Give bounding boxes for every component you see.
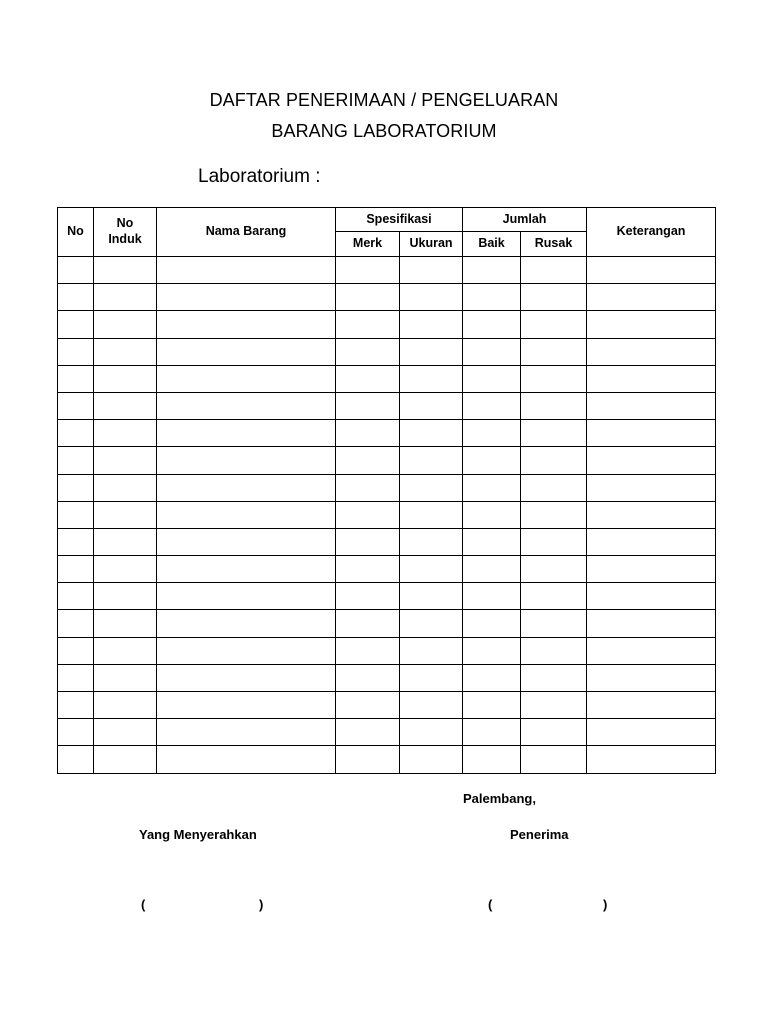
header-ukuran: Ukuran <box>400 232 463 257</box>
cell-rusak <box>521 311 587 338</box>
cell-no-induk <box>94 719 157 746</box>
header-nama-barang: Nama Barang <box>157 208 336 257</box>
header-rusak: Rusak <box>521 232 587 257</box>
cell-no <box>58 284 94 311</box>
table-row <box>58 447 716 474</box>
cell-keterangan <box>587 637 716 664</box>
receiver-signature-open: ( <box>488 897 493 912</box>
cell-baik <box>463 420 521 447</box>
cell-no-induk <box>94 664 157 691</box>
header-keterangan: Keterangan <box>587 208 716 257</box>
cell-baik <box>463 338 521 365</box>
cell-baik <box>463 746 521 773</box>
table-row <box>58 284 716 311</box>
cell-no-induk <box>94 284 157 311</box>
cell-rusak <box>521 746 587 773</box>
cell-ukuran <box>400 501 463 528</box>
cell-rusak <box>521 257 587 284</box>
cell-baik <box>463 392 521 419</box>
giver-signature-close: ) <box>259 897 264 912</box>
cell-baik <box>463 692 521 719</box>
cell-baik <box>463 447 521 474</box>
cell-no-induk <box>94 556 157 583</box>
cell-nama-barang <box>157 257 336 284</box>
cell-no-induk <box>94 637 157 664</box>
cell-nama-barang <box>157 501 336 528</box>
cell-ukuran <box>400 664 463 691</box>
cell-nama-barang <box>157 392 336 419</box>
table-row <box>58 420 716 447</box>
giver-signature-open: ( <box>141 897 146 912</box>
cell-no-induk <box>94 501 157 528</box>
table-row <box>58 637 716 664</box>
cell-merk <box>336 420 400 447</box>
cell-no-induk <box>94 311 157 338</box>
cell-keterangan <box>587 610 716 637</box>
cell-merk <box>336 365 400 392</box>
header-jumlah: Jumlah <box>463 208 587 232</box>
header-no: No <box>58 208 94 257</box>
cell-no <box>58 365 94 392</box>
table-row <box>58 610 716 637</box>
cell-ukuran <box>400 556 463 583</box>
cell-merk <box>336 556 400 583</box>
cell-merk <box>336 392 400 419</box>
cell-keterangan <box>587 420 716 447</box>
cell-no-induk <box>94 528 157 555</box>
cell-merk <box>336 284 400 311</box>
cell-rusak <box>521 556 587 583</box>
cell-keterangan <box>587 365 716 392</box>
table-row <box>58 257 716 284</box>
cell-nama-barang <box>157 637 336 664</box>
cell-baik <box>463 365 521 392</box>
table-row <box>58 746 716 773</box>
document-title: DAFTAR PENERIMAAN / PENGELUARAN <box>209 90 559 110</box>
cell-no-induk <box>94 583 157 610</box>
header-spesifikasi: Spesifikasi <box>336 208 463 232</box>
cell-keterangan <box>587 284 716 311</box>
cell-keterangan <box>587 746 716 773</box>
cell-no <box>58 692 94 719</box>
cell-no <box>58 556 94 583</box>
cell-baik <box>463 474 521 501</box>
cell-rusak <box>521 392 587 419</box>
cell-no-induk <box>94 420 157 447</box>
cell-rusak <box>521 365 587 392</box>
cell-keterangan <box>587 474 716 501</box>
cell-keterangan <box>587 528 716 555</box>
cell-rusak <box>521 528 587 555</box>
cell-nama-barang <box>157 719 336 746</box>
cell-keterangan <box>587 556 716 583</box>
cell-nama-barang <box>157 664 336 691</box>
cell-nama-barang <box>157 610 336 637</box>
cell-rusak <box>521 420 587 447</box>
cell-no <box>58 583 94 610</box>
cell-nama-barang <box>157 420 336 447</box>
cell-no-induk <box>94 610 157 637</box>
cell-ukuran <box>400 420 463 447</box>
cell-nama-barang <box>157 583 336 610</box>
cell-keterangan <box>587 392 716 419</box>
cell-merk <box>336 501 400 528</box>
cell-no <box>58 746 94 773</box>
cell-nama-barang <box>157 474 336 501</box>
table-row <box>58 365 716 392</box>
cell-ukuran <box>400 392 463 419</box>
cell-merk <box>336 746 400 773</box>
table-row <box>58 338 716 365</box>
cell-no <box>58 338 94 365</box>
cell-merk <box>336 257 400 284</box>
cell-no <box>58 311 94 338</box>
cell-no <box>58 637 94 664</box>
header-no-induk-line2: Induk <box>108 232 142 246</box>
cell-merk <box>336 637 400 664</box>
cell-merk <box>336 311 400 338</box>
cell-rusak <box>521 719 587 746</box>
cell-keterangan <box>587 664 716 691</box>
table-row <box>58 692 716 719</box>
cell-nama-barang <box>157 556 336 583</box>
cell-baik <box>463 528 521 555</box>
cell-baik <box>463 637 521 664</box>
cell-rusak <box>521 664 587 691</box>
table-row <box>58 528 716 555</box>
cell-merk <box>336 692 400 719</box>
receiver-label: Penerima <box>510 827 569 842</box>
cell-no-induk <box>94 365 157 392</box>
cell-merk <box>336 447 400 474</box>
cell-keterangan <box>587 692 716 719</box>
place-label: Palembang, <box>463 791 536 806</box>
cell-baik <box>463 501 521 528</box>
cell-no <box>58 501 94 528</box>
cell-no <box>58 447 94 474</box>
cell-keterangan <box>587 447 716 474</box>
cell-rusak <box>521 692 587 719</box>
table-row <box>58 501 716 528</box>
table-row <box>58 664 716 691</box>
header-no-induk-line1: No <box>116 216 134 231</box>
cell-no <box>58 257 94 284</box>
table-row <box>58 719 716 746</box>
cell-no-induk <box>94 257 157 284</box>
cell-rusak <box>521 610 587 637</box>
cell-no-induk <box>94 447 157 474</box>
cell-no <box>58 528 94 555</box>
cell-no-induk <box>94 338 157 365</box>
cell-ukuran <box>400 311 463 338</box>
header-no-induk <box>94 208 157 257</box>
cell-baik <box>463 284 521 311</box>
receiver-signature-close: ) <box>603 897 608 912</box>
inventory-table <box>57 207 716 774</box>
cell-no <box>58 664 94 691</box>
cell-baik <box>463 664 521 691</box>
cell-keterangan <box>587 583 716 610</box>
header-merk: Merk <box>336 232 400 257</box>
cell-keterangan <box>587 719 716 746</box>
cell-no-induk <box>94 392 157 419</box>
cell-rusak <box>521 447 587 474</box>
cell-rusak <box>521 338 587 365</box>
cell-ukuran <box>400 528 463 555</box>
table-body <box>58 257 716 774</box>
cell-baik <box>463 610 521 637</box>
cell-ukuran <box>400 257 463 284</box>
document-subtitle: BARANG LABORATORIUM <box>271 121 497 141</box>
cell-ukuran <box>400 284 463 311</box>
cell-no <box>58 719 94 746</box>
cell-rusak <box>521 474 587 501</box>
cell-baik <box>463 556 521 583</box>
cell-ukuran <box>400 637 463 664</box>
cell-no <box>58 610 94 637</box>
cell-keterangan <box>587 338 716 365</box>
cell-no <box>58 474 94 501</box>
cell-merk <box>336 583 400 610</box>
cell-nama-barang <box>157 528 336 555</box>
cell-no <box>58 420 94 447</box>
cell-ukuran <box>400 338 463 365</box>
cell-keterangan <box>587 257 716 284</box>
cell-nama-barang <box>157 284 336 311</box>
table-row <box>58 311 716 338</box>
cell-ukuran <box>400 746 463 773</box>
table-row <box>58 556 716 583</box>
cell-keterangan <box>587 311 716 338</box>
cell-nama-barang <box>157 692 336 719</box>
cell-rusak <box>521 501 587 528</box>
cell-baik <box>463 583 521 610</box>
cell-merk <box>336 474 400 501</box>
cell-ukuran <box>400 692 463 719</box>
cell-nama-barang <box>157 746 336 773</box>
cell-ukuran <box>400 365 463 392</box>
cell-ukuran <box>400 610 463 637</box>
cell-ukuran <box>400 583 463 610</box>
cell-nama-barang <box>157 311 336 338</box>
cell-merk <box>336 528 400 555</box>
cell-merk <box>336 610 400 637</box>
cell-nama-barang <box>157 447 336 474</box>
laboratorium-label: Laboratorium : <box>198 166 321 187</box>
cell-nama-barang <box>157 365 336 392</box>
cell-rusak <box>521 637 587 664</box>
cell-merk <box>336 338 400 365</box>
giver-label: Yang Menyerahkan <box>139 827 257 842</box>
cell-ukuran <box>400 719 463 746</box>
cell-baik <box>463 311 521 338</box>
table-row <box>58 583 716 610</box>
cell-no <box>58 392 94 419</box>
table-row <box>58 474 716 501</box>
cell-ukuran <box>400 447 463 474</box>
cell-merk <box>336 664 400 691</box>
cell-merk <box>336 719 400 746</box>
cell-keterangan <box>587 501 716 528</box>
cell-baik <box>463 257 521 284</box>
header-baik: Baik <box>463 232 521 257</box>
cell-nama-barang <box>157 338 336 365</box>
cell-rusak <box>521 583 587 610</box>
cell-no-induk <box>94 746 157 773</box>
cell-no-induk <box>94 474 157 501</box>
cell-ukuran <box>400 474 463 501</box>
cell-rusak <box>521 284 587 311</box>
cell-no-induk <box>94 692 157 719</box>
cell-baik <box>463 719 521 746</box>
table-row <box>58 392 716 419</box>
